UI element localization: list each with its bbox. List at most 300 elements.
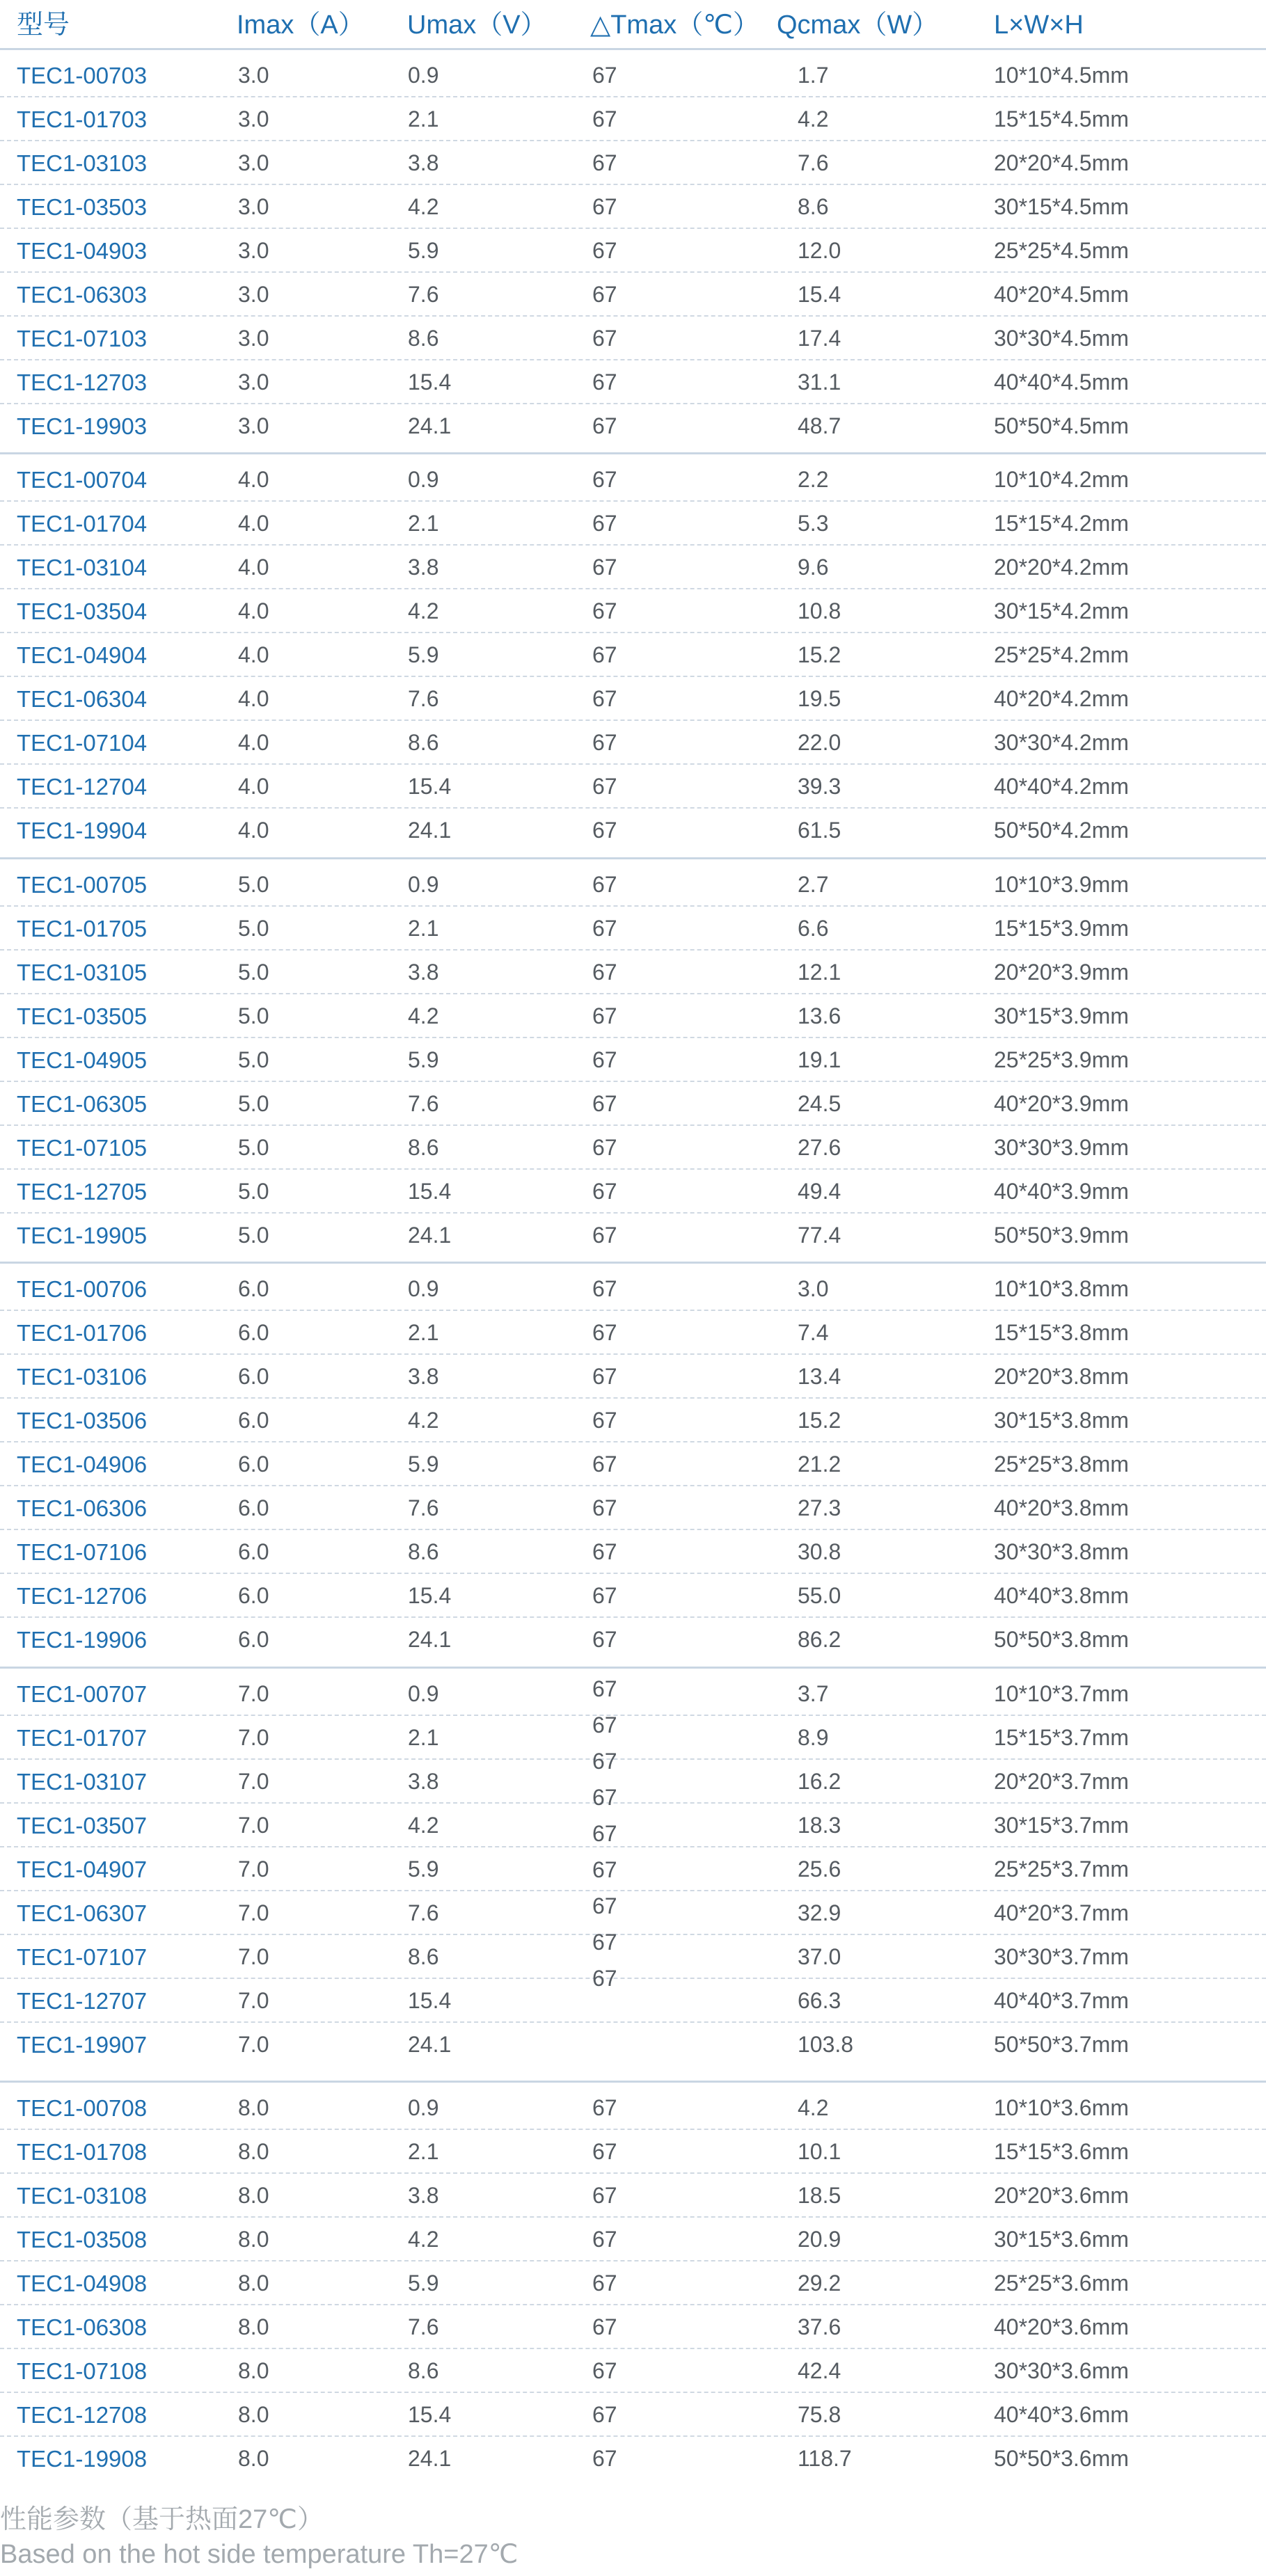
table-row — [0, 2086, 1266, 2130]
cell-model: TEC1-07104 — [17, 730, 148, 756]
header-umax: Umax（V） — [407, 10, 547, 40]
cell-model: TEC1-19903 — [17, 413, 148, 439]
table-row — [0, 1574, 1266, 1618]
cell-qcmax: 25.6 — [798, 1857, 841, 1882]
table-row — [0, 589, 1266, 633]
cell-dtmax: 67 — [592, 1857, 617, 1882]
cell-umax: 4.2 — [408, 194, 439, 219]
cell-model: TEC1-12704 — [17, 774, 148, 800]
cell-umax: 8.6 — [408, 1944, 439, 1969]
cell-umax: 24.1 — [408, 1223, 452, 1248]
cell-dtmax: 67 — [592, 1452, 617, 1477]
cell-model: TEC1-07105 — [17, 1135, 148, 1161]
cell-umax: 5.9 — [408, 1047, 439, 1072]
cell-dtmax: 67 — [592, 106, 617, 132]
header-imax: Imax（A） — [237, 10, 365, 40]
cell-dims: 30*15*4.2mm — [994, 598, 1129, 623]
cell-imax: 5.0 — [238, 1047, 269, 1072]
cell-dtmax: 67 — [592, 1539, 617, 1564]
cell-qcmax: 5.3 — [798, 511, 829, 536]
cell-dtmax: 67 — [592, 730, 617, 755]
table-row — [0, 994, 1266, 1038]
table-row — [0, 1399, 1266, 1442]
table-row — [0, 2174, 1266, 2218]
cell-model: TEC1-12707 — [17, 1988, 148, 2014]
cell-qcmax: 77.4 — [798, 1223, 841, 1248]
cell-dims: 20*20*4.2mm — [994, 555, 1129, 580]
table-row — [0, 2218, 1266, 2261]
cell-dtmax: 67 — [592, 511, 617, 536]
cell-qcmax: 75.8 — [798, 2402, 841, 2427]
cell-imax: 6.0 — [238, 1495, 269, 1520]
row-group — [0, 452, 1266, 852]
cell-imax: 8.0 — [238, 2139, 269, 2164]
cell-model: TEC1-03106 — [17, 1364, 148, 1390]
table-row — [0, 1618, 1266, 1662]
cell-imax: 7.0 — [238, 1944, 269, 1969]
cell-qcmax: 27.3 — [798, 1495, 841, 1520]
cell-model: TEC1-01706 — [17, 1320, 148, 1346]
cell-model: TEC1-03103 — [17, 150, 148, 176]
table-row — [0, 809, 1266, 852]
header-dtmax: △Tmax（℃） — [590, 10, 759, 40]
cell-umax: 5.9 — [408, 1452, 439, 1477]
cell-imax: 3.0 — [238, 238, 269, 263]
cell-qcmax: 49.4 — [798, 1179, 841, 1204]
cell-imax: 3.0 — [238, 369, 269, 395]
cell-qcmax: 8.6 — [798, 194, 829, 219]
cell-model: TEC1-01704 — [17, 511, 148, 536]
cell-dims: 10*10*3.7mm — [994, 1681, 1129, 1706]
cell-dtmax: 67 — [592, 2139, 617, 2164]
cell-imax: 4.0 — [238, 467, 269, 492]
table-row — [0, 141, 1266, 185]
table-row — [0, 185, 1266, 229]
cell-model: TEC1-12703 — [17, 369, 148, 395]
cell-dtmax: 67 — [592, 2227, 617, 2252]
cell-model: TEC1-03107 — [17, 1769, 148, 1795]
table-row — [0, 317, 1266, 360]
cell-model: TEC1-19908 — [17, 2446, 148, 2472]
cell-umax: 15.4 — [408, 1179, 452, 1204]
cell-model: TEC1-00705 — [17, 872, 148, 898]
cell-dtmax: 67 — [592, 1785, 617, 1810]
cell-dims: 15*15*3.6mm — [994, 2139, 1129, 2164]
cell-qcmax: 12.1 — [798, 960, 841, 985]
row-group — [0, 1667, 1266, 2067]
cell-imax: 4.0 — [238, 598, 269, 623]
cell-qcmax: 3.0 — [798, 1276, 829, 1301]
cell-qcmax: 4.2 — [798, 106, 829, 132]
cell-dtmax: 67 — [592, 326, 617, 351]
cell-qcmax: 10.1 — [798, 2139, 841, 2164]
cell-imax: 6.0 — [238, 1539, 269, 1564]
cell-umax: 15.4 — [408, 2402, 452, 2427]
cell-qcmax: 19.1 — [798, 1047, 841, 1072]
cell-dtmax: 67 — [592, 63, 617, 88]
cell-umax: 8.6 — [408, 1135, 439, 1160]
cell-model: TEC1-03506 — [17, 1408, 148, 1433]
table-row — [0, 677, 1266, 721]
cell-dims: 40*20*4.2mm — [994, 686, 1129, 711]
cell-qcmax: 37.0 — [798, 1944, 841, 1969]
table-row — [0, 951, 1266, 994]
cell-imax: 6.0 — [238, 1627, 269, 1652]
cell-qcmax: 27.6 — [798, 1135, 841, 1160]
cell-qcmax: 18.3 — [798, 1813, 841, 1838]
cell-dims: 15*15*3.9mm — [994, 916, 1129, 941]
cell-dtmax: 67 — [592, 642, 617, 667]
cell-dims: 40*20*4.5mm — [994, 282, 1129, 307]
cell-dims: 40*40*3.9mm — [994, 1179, 1129, 1204]
cell-umax: 3.8 — [408, 1769, 439, 1794]
cell-qcmax: 30.8 — [798, 1539, 841, 1564]
cell-dims: 50*50*4.2mm — [994, 818, 1129, 843]
cell-dtmax: 67 — [592, 1320, 617, 1345]
cell-umax: 2.1 — [408, 916, 439, 941]
cell-dims: 40*40*4.5mm — [994, 369, 1129, 395]
cell-dtmax: 67 — [592, 194, 617, 219]
cell-dims: 40*20*3.7mm — [994, 1900, 1129, 1925]
cell-umax: 4.2 — [408, 1003, 439, 1028]
cell-dtmax: 67 — [592, 1408, 617, 1433]
group-divider — [0, 1262, 1266, 1264]
cell-model: TEC1-03504 — [17, 598, 148, 624]
footer-line-en: Based on the hot side temperature Th=27℃ — [0, 2540, 519, 2569]
cell-model: TEC1-12706 — [17, 1583, 148, 1609]
cell-umax: 7.6 — [408, 686, 439, 711]
cell-model: TEC1-04908 — [17, 2271, 148, 2296]
cell-model: TEC1-03508 — [17, 2227, 148, 2252]
cell-dtmax: 67 — [592, 1676, 617, 1701]
cell-umax: 4.2 — [408, 598, 439, 623]
cell-dims: 20*20*3.8mm — [994, 1364, 1129, 1389]
cell-dtmax: 67 — [592, 413, 617, 438]
cell-qcmax: 24.5 — [798, 1091, 841, 1116]
cell-dims: 15*15*3.8mm — [994, 1320, 1129, 1345]
cell-model: TEC1-00703 — [17, 63, 148, 88]
cell-qcmax: 21.2 — [798, 1452, 841, 1477]
cell-dtmax: 67 — [592, 1712, 617, 1738]
cell-dims: 50*50*3.6mm — [994, 2446, 1129, 2471]
cell-imax: 8.0 — [238, 2446, 269, 2471]
cell-umax: 3.8 — [408, 555, 439, 580]
cell-dims: 30*30*3.8mm — [994, 1539, 1129, 1564]
header-model: 型号 — [17, 10, 70, 40]
table-row — [0, 863, 1266, 907]
cell-imax: 3.0 — [238, 326, 269, 351]
cell-dims: 15*15*3.7mm — [994, 1725, 1129, 1750]
row-group — [0, 2081, 1266, 2481]
cell-dims: 30*30*3.6mm — [994, 2358, 1129, 2383]
cell-imax: 8.0 — [238, 2314, 269, 2339]
cell-qcmax: 31.1 — [798, 369, 841, 395]
cell-qcmax: 29.2 — [798, 2271, 841, 2296]
cell-umax: 7.6 — [408, 1091, 439, 1116]
cell-dims: 40*40*3.6mm — [994, 2402, 1129, 2427]
table-row — [0, 2023, 1266, 2067]
cell-imax: 7.0 — [238, 1813, 269, 1838]
cell-model: TEC1-07107 — [17, 1944, 148, 1970]
cell-model: TEC1-19906 — [17, 1627, 148, 1653]
cell-dims: 30*15*3.7mm — [994, 1813, 1129, 1838]
table-row — [0, 1038, 1266, 1082]
cell-dims: 50*50*3.8mm — [994, 1627, 1129, 1652]
cell-dims: 25*25*3.8mm — [994, 1452, 1129, 1477]
cell-qcmax: 6.6 — [798, 916, 829, 941]
cell-qcmax: 1.7 — [798, 63, 829, 88]
cell-imax: 6.0 — [238, 1452, 269, 1477]
table-row — [0, 546, 1266, 589]
cell-dtmax: 67 — [592, 1930, 617, 1955]
cell-umax: 2.1 — [408, 1320, 439, 1345]
cell-umax: 0.9 — [408, 1276, 439, 1301]
cell-dtmax: 67 — [592, 1179, 617, 1204]
cell-umax: 2.1 — [408, 2139, 439, 2164]
cell-qcmax: 15.2 — [798, 642, 841, 667]
cell-umax: 8.6 — [408, 730, 439, 755]
table-row — [0, 273, 1266, 317]
cell-umax: 0.9 — [408, 872, 439, 897]
cell-dims: 15*15*4.2mm — [994, 511, 1129, 536]
table-row — [0, 54, 1266, 97]
table-row — [0, 97, 1266, 141]
cell-umax: 4.2 — [408, 2227, 439, 2252]
table-row — [0, 2305, 1266, 2349]
cell-imax: 4.0 — [238, 642, 269, 667]
table-row — [0, 2261, 1266, 2305]
cell-dims: 40*40*3.8mm — [994, 1583, 1129, 1608]
cell-dtmax: 67 — [592, 686, 617, 711]
cell-imax: 8.0 — [238, 2227, 269, 2252]
cell-dtmax: 67 — [592, 2183, 617, 2208]
table-row — [0, 2437, 1266, 2481]
cell-umax: 24.1 — [408, 413, 452, 438]
table-row — [0, 1486, 1266, 1530]
cell-umax: 24.1 — [408, 2446, 452, 2471]
cell-dims: 30*15*3.6mm — [994, 2227, 1129, 2252]
group-divider — [0, 857, 1266, 859]
cell-dims: 20*20*4.5mm — [994, 150, 1129, 175]
cell-qcmax: 118.7 — [798, 2446, 852, 2471]
table-row — [0, 721, 1266, 765]
cell-qcmax: 16.2 — [798, 1769, 841, 1794]
cell-dims: 25*25*4.2mm — [994, 642, 1129, 667]
dtmax-stack — [592, 1671, 676, 1996]
cell-qcmax: 61.5 — [798, 818, 841, 843]
group-divider — [0, 2081, 1266, 2083]
cell-model: TEC1-00704 — [17, 467, 148, 493]
cell-dtmax: 67 — [592, 2446, 617, 2471]
cell-dtmax: 67 — [592, 150, 617, 175]
table-row — [0, 229, 1266, 273]
row-group — [0, 857, 1266, 1257]
cell-umax: 7.6 — [408, 2314, 439, 2339]
cell-qcmax: 37.6 — [798, 2314, 841, 2339]
cell-model: TEC1-12708 — [17, 2402, 148, 2428]
table-row — [0, 2130, 1266, 2174]
cell-imax: 5.0 — [238, 1003, 269, 1028]
cell-model: TEC1-01708 — [17, 2139, 148, 2165]
cell-umax: 15.4 — [408, 774, 452, 799]
cell-dims: 25*25*3.7mm — [994, 1857, 1129, 1882]
cell-imax: 4.0 — [238, 511, 269, 536]
cell-qcmax: 103.8 — [798, 2032, 854, 2057]
cell-imax: 8.0 — [238, 2183, 269, 2208]
cell-imax: 7.0 — [238, 2032, 269, 2057]
cell-dtmax: 67 — [592, 2402, 617, 2427]
cell-dtmax: 67 — [592, 1091, 617, 1116]
cell-model: TEC1-01707 — [17, 1725, 148, 1751]
cell-qcmax: 17.4 — [798, 326, 841, 351]
cell-dims: 40*20*3.6mm — [994, 2314, 1129, 2339]
cell-dims: 10*10*4.2mm — [994, 467, 1129, 492]
table-row — [0, 765, 1266, 809]
cell-model: TEC1-06304 — [17, 686, 148, 712]
cell-umax: 0.9 — [408, 467, 439, 492]
cell-qcmax: 12.0 — [798, 238, 841, 263]
cell-model: TEC1-07106 — [17, 1539, 148, 1565]
cell-umax: 3.8 — [408, 1364, 439, 1389]
cell-qcmax: 86.2 — [798, 1627, 841, 1652]
cell-umax: 15.4 — [408, 369, 452, 395]
cell-dtmax: 67 — [592, 1627, 617, 1652]
cell-qcmax: 19.5 — [798, 686, 841, 711]
cell-dtmax: 67 — [592, 774, 617, 799]
cell-imax: 4.0 — [238, 555, 269, 580]
cell-dtmax: 67 — [592, 1223, 617, 1248]
cell-dims: 50*50*4.5mm — [994, 413, 1129, 438]
cell-imax: 5.0 — [238, 1091, 269, 1116]
cell-dtmax: 67 — [592, 282, 617, 307]
cell-umax: 3.8 — [408, 960, 439, 985]
cell-imax: 7.0 — [238, 1988, 269, 2013]
cell-imax: 5.0 — [238, 1179, 269, 1204]
group-divider — [0, 1667, 1266, 1669]
cell-dtmax: 67 — [592, 1583, 617, 1608]
table-row — [0, 360, 1266, 404]
cell-model: TEC1-00708 — [17, 2095, 148, 2121]
cell-umax: 5.9 — [408, 1857, 439, 1882]
cell-umax: 3.8 — [408, 2183, 439, 2208]
cell-imax: 5.0 — [238, 1223, 269, 1248]
table-row — [0, 1170, 1266, 1214]
cell-dtmax: 67 — [592, 1495, 617, 1520]
cell-imax: 3.0 — [238, 63, 269, 88]
cell-dims: 20*20*3.7mm — [994, 1769, 1129, 1794]
table-row — [0, 1530, 1266, 1574]
cell-umax: 15.4 — [408, 1583, 452, 1608]
cell-umax: 24.1 — [408, 818, 452, 843]
cell-imax: 3.0 — [238, 194, 269, 219]
cell-umax: 4.2 — [408, 1813, 439, 1838]
cell-model: TEC1-19904 — [17, 818, 148, 843]
cell-imax: 5.0 — [238, 1135, 269, 1160]
cell-dims: 30*30*3.7mm — [994, 1944, 1129, 1969]
cell-model: TEC1-07103 — [17, 326, 148, 351]
cell-dtmax: 67 — [592, 598, 617, 623]
cell-dtmax: 67 — [592, 1276, 617, 1301]
cell-umax: 8.6 — [408, 2358, 439, 2383]
cell-umax: 0.9 — [408, 1681, 439, 1706]
footer-line-cn: 性能参数（基于热面27℃） — [0, 2505, 324, 2534]
cell-dims: 40*20*3.9mm — [994, 1091, 1129, 1116]
cell-qcmax: 42.4 — [798, 2358, 841, 2383]
cell-umax: 2.1 — [408, 511, 439, 536]
cell-dims: 25*25*3.9mm — [994, 1047, 1129, 1072]
cell-qcmax: 7.4 — [798, 1320, 829, 1345]
cell-umax: 2.1 — [408, 106, 439, 132]
cell-dims: 30*15*3.9mm — [994, 1003, 1129, 1028]
cell-imax: 7.0 — [238, 1725, 269, 1750]
cell-umax: 24.1 — [408, 1627, 452, 1652]
cell-dtmax: 67 — [592, 960, 617, 985]
cell-model: TEC1-03104 — [17, 555, 148, 580]
row-group — [0, 1262, 1266, 1662]
cell-imax: 6.0 — [238, 1583, 269, 1608]
table-header — [0, 0, 1266, 47]
cell-imax: 3.0 — [238, 150, 269, 175]
cell-umax: 7.6 — [408, 1495, 439, 1520]
cell-dims: 20*20*3.9mm — [994, 960, 1129, 985]
cell-qcmax: 3.7 — [798, 1681, 829, 1706]
cell-imax: 7.0 — [238, 1681, 269, 1706]
cell-model: TEC1-04903 — [17, 238, 148, 264]
cell-model: TEC1-19907 — [17, 2032, 148, 2058]
cell-imax: 8.0 — [238, 2095, 269, 2120]
cell-model: TEC1-00706 — [17, 1276, 148, 1302]
cell-imax: 4.0 — [238, 730, 269, 755]
cell-qcmax: 39.3 — [798, 774, 841, 799]
cell-imax: 8.0 — [238, 2402, 269, 2427]
cell-umax: 5.9 — [408, 642, 439, 667]
cell-model: TEC1-01705 — [17, 916, 148, 941]
cell-dims: 10*10*3.6mm — [994, 2095, 1129, 2120]
table-row — [0, 1442, 1266, 1486]
cell-imax: 4.0 — [238, 774, 269, 799]
cell-model: TEC1-00707 — [17, 1681, 148, 1707]
cell-qcmax: 48.7 — [798, 413, 841, 438]
cell-qcmax: 66.3 — [798, 1988, 841, 2013]
cell-dtmax: 67 — [592, 2358, 617, 2383]
cell-model: TEC1-06307 — [17, 1900, 148, 1926]
cell-qcmax: 15.2 — [798, 1408, 841, 1433]
cell-dtmax: 67 — [592, 1821, 617, 1846]
cell-qcmax: 18.5 — [798, 2183, 841, 2208]
cell-model: TEC1-06306 — [17, 1495, 148, 1521]
table-row — [0, 1082, 1266, 1126]
cell-qcmax: 32.9 — [798, 1900, 841, 1925]
cell-qcmax: 2.2 — [798, 467, 829, 492]
cell-umax: 0.9 — [408, 2095, 439, 2120]
cell-dims: 25*25*4.5mm — [994, 238, 1129, 263]
table-row — [0, 2349, 1266, 2393]
table-row — [0, 1126, 1266, 1170]
cell-dtmax: 67 — [592, 916, 617, 941]
cell-dtmax: 67 — [592, 555, 617, 580]
cell-dims: 30*30*3.9mm — [994, 1135, 1129, 1160]
cell-dtmax: 67 — [592, 1003, 617, 1028]
cell-umax: 8.6 — [408, 326, 439, 351]
cell-dtmax: 67 — [592, 2314, 617, 2339]
cell-dims: 10*10*3.8mm — [994, 1276, 1129, 1301]
cell-dtmax: 67 — [592, 238, 617, 263]
group-divider — [0, 48, 1266, 50]
cell-umax: 4.2 — [408, 1408, 439, 1433]
cell-imax: 7.0 — [238, 1900, 269, 1925]
cell-imax: 4.0 — [238, 818, 269, 843]
cell-umax: 8.6 — [408, 1539, 439, 1564]
